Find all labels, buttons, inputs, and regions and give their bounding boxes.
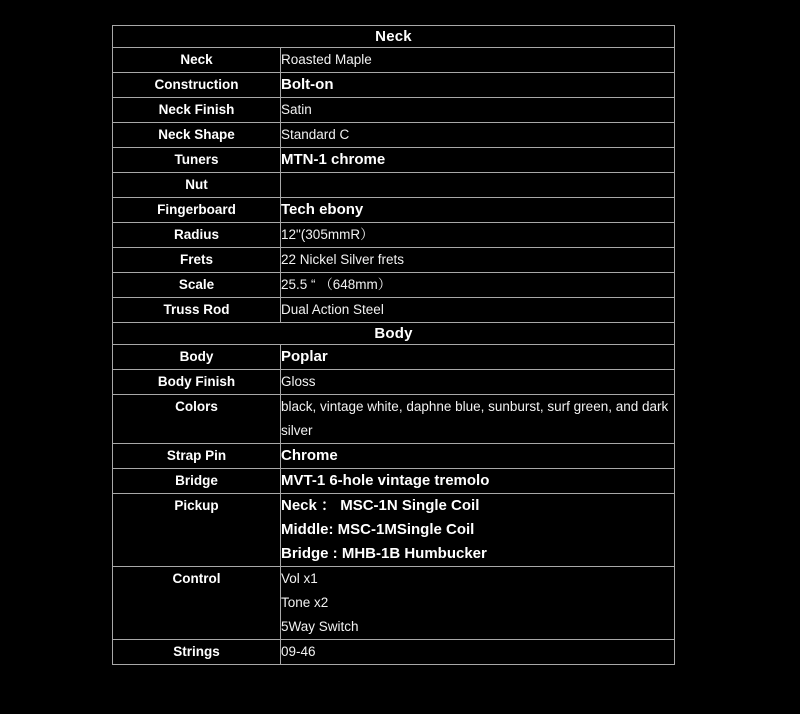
spec-value-line: 5Way Switch (281, 619, 359, 634)
spec-value-cell (281, 273, 675, 298)
spec-label: Nut (113, 173, 281, 198)
spec-value-cell (281, 370, 675, 395)
spec-value-cell (281, 248, 675, 273)
spec-label: Colors (113, 395, 281, 444)
table-row (113, 148, 675, 173)
table-row (113, 370, 675, 395)
table-row (113, 223, 675, 248)
spec-value-cell (281, 173, 675, 198)
spec-value-cell (281, 567, 675, 640)
spec-label: Bridge (113, 469, 281, 494)
spec-value-line: Tech ebony (281, 201, 364, 218)
spec-value-cell (281, 148, 675, 173)
table-row (113, 273, 675, 298)
spec-label: Control (113, 567, 281, 640)
spec-table-body (113, 26, 675, 665)
spec-value-line: Bridge : MHB-1B Humbucker (281, 545, 487, 562)
table-row (113, 98, 675, 123)
spec-value-line: Bolt-on (281, 76, 334, 93)
spec-value-line: Dual Action Steel (281, 302, 384, 317)
spec-value-line: 22 Nickel Silver frets (281, 252, 405, 267)
spec-label: Body Finish (113, 370, 281, 395)
table-row (113, 48, 675, 73)
spec-label: Strings (113, 640, 281, 665)
table-row (113, 73, 675, 98)
spec-label: Pickup (113, 494, 281, 567)
spec-value-line: 09-46 (281, 644, 316, 659)
spec-label: Construction (113, 73, 281, 98)
spec-value-cell (281, 444, 675, 469)
section-header-row (113, 26, 675, 48)
table-row (113, 469, 675, 494)
spec-label: Radius (113, 223, 281, 248)
table-row (113, 248, 675, 273)
spec-value-line: 25.5 “ （648mm） (281, 277, 392, 292)
table-row (113, 345, 675, 370)
spec-value-line: Tone x2 (281, 595, 329, 610)
spec-label: Truss Rod (113, 298, 281, 323)
table-row (113, 494, 675, 567)
spec-value-line: MTN-1 chrome (281, 151, 386, 168)
spec-value-cell (281, 223, 675, 248)
table-row (113, 298, 675, 323)
spec-value-cell (281, 345, 675, 370)
spec-value-line: Middle: MSC-1MSingle Coil (281, 521, 475, 538)
spec-value-line: Standard C (281, 127, 350, 142)
section-header-label: Neck (113, 26, 675, 48)
spec-label: Neck Shape (113, 123, 281, 148)
section-header-label: Body (113, 323, 675, 345)
table-row (113, 395, 675, 444)
spec-value-line: Satin (281, 102, 312, 117)
spec-label: Body (113, 345, 281, 370)
spec-label: Fingerboard (113, 198, 281, 223)
spec-value-line: MVT-1 6-hole vintage tremolo (281, 472, 490, 489)
spec-value-cell (281, 98, 675, 123)
spec-value-line: Neck ： MSC-1N Single Coil (281, 497, 480, 514)
spec-value-line: Gloss (281, 374, 316, 389)
spec-value-line: Vol x1 (281, 571, 318, 586)
spec-label: Neck (113, 48, 281, 73)
spec-value-line: Poplar (281, 348, 328, 365)
spec-value-cell (281, 395, 675, 444)
table-row (113, 173, 675, 198)
spec-label: Tuners (113, 148, 281, 173)
spec-value-cell (281, 73, 675, 98)
table-row (113, 444, 675, 469)
table-row (113, 198, 675, 223)
spec-value-cell (281, 123, 675, 148)
spec-value-cell (281, 298, 675, 323)
spec-label: Strap Pin (113, 444, 281, 469)
spec-value-cell (281, 469, 675, 494)
spec-label: Scale (113, 273, 281, 298)
spec-value-line: Chrome (281, 447, 338, 464)
spec-label: Neck Finish (113, 98, 281, 123)
spec-label: Frets (113, 248, 281, 273)
table-row (113, 567, 675, 640)
spec-value-cell (281, 198, 675, 223)
table-row (113, 123, 675, 148)
spec-value-cell (281, 48, 675, 73)
section-header-row (113, 323, 675, 345)
guitar-spec-table (112, 25, 675, 665)
spec-value-line: black, vintage white, daphne blue, sunburst, surf green, and dark silver (281, 399, 669, 438)
spec-value-cell (281, 494, 675, 567)
table-row (113, 640, 675, 665)
spec-value-cell (281, 640, 675, 665)
spec-value-line: Roasted Maple (281, 52, 372, 67)
spec-value-line: 12"(305mmR） (281, 227, 374, 242)
